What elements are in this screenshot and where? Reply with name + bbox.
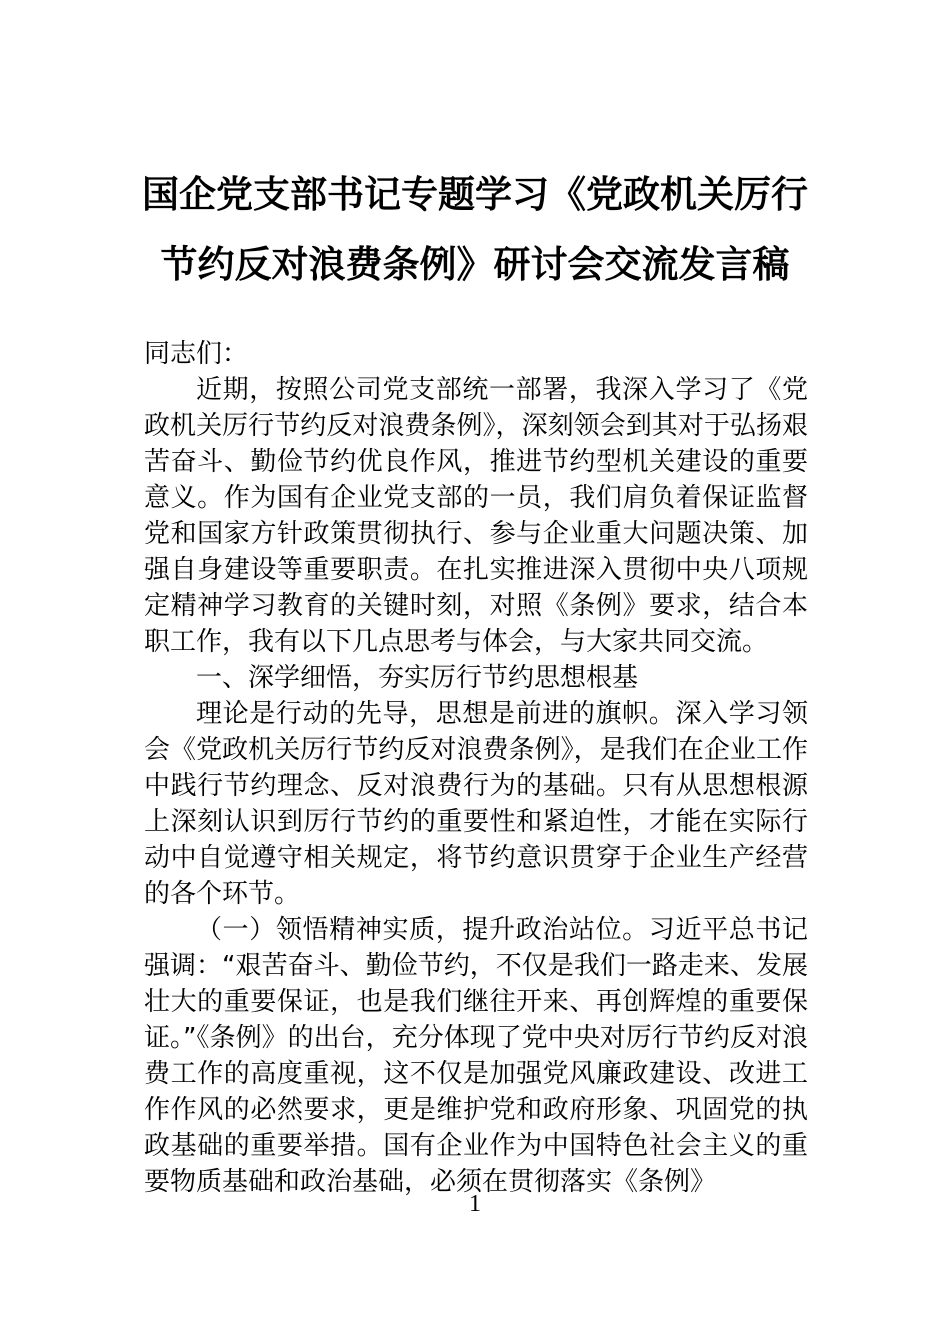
section-heading-1: 一、深学细悟，夯实厉行节约思想根基 <box>196 663 639 693</box>
document-title-line-1: 国企党支部书记专题学习《党政机关厉行 <box>142 173 808 216</box>
paragraph-subsection-1: （一）领悟精神实质，提升政治站位。习近平总书记强调：“艰苦奋斗、勤俭节约，不仅是我们一路走来、发展壮大的重要保证，也是我们继往开来、再创辉煌的重要保证。”《条例》的出台，充分体现了党中央对厉行节约反对浪费工作的高度重视，这不仅是加强党风廉政建设、改进工作作风的必然要求，更是维护党和政府形象、巩固党的执政基础的重要举措。国有企业作为中国特色社会主义的重要物质基础和政治基础，必须在贯彻落实《条例》 <box>144 915 808 1197</box>
paragraph-section-1: 理论是行动的先导，思想是前进的旗帜。深入学习领会《党政机关厉行节约反对浪费条例》，是我们在企业工作中践行节约理念、反对浪费行为的基础。只有从思想根源上深刻认识到厉行节约的重要性和紧迫性，才能在实际行动中自觉遵守相关规定，将节约意识贯穿于企业生产经营的各个环节。 <box>144 699 808 909</box>
document-title-line-2: 节约反对浪费条例》研讨会交流发言稿 <box>160 243 790 286</box>
document-body <box>144 336 808 1200</box>
salutation: 同志们： <box>144 339 249 369</box>
page-number: 1 <box>469 1191 481 1217</box>
paragraph-intro: 近期，按照公司党支部统一部署，我深入学习了《党政机关厉行节约反对浪费条例》，深刻领会到其对于弘扬艰苦奋斗、勤俭节约优良作风，推进节约型机关建设的重要意义。作为国有企业党支部的一员，我们肩负着保证监督党和国家方针政策贯彻执行、参与企业重大问题决策、加强自身建设等重要职责。在扎实推进深入贯彻中央八项规定精神学习教育的关键时刻，对照《条例》要求，结合本职工作，我有以下几点思考与体会，与大家共同交流。 <box>144 375 808 657</box>
